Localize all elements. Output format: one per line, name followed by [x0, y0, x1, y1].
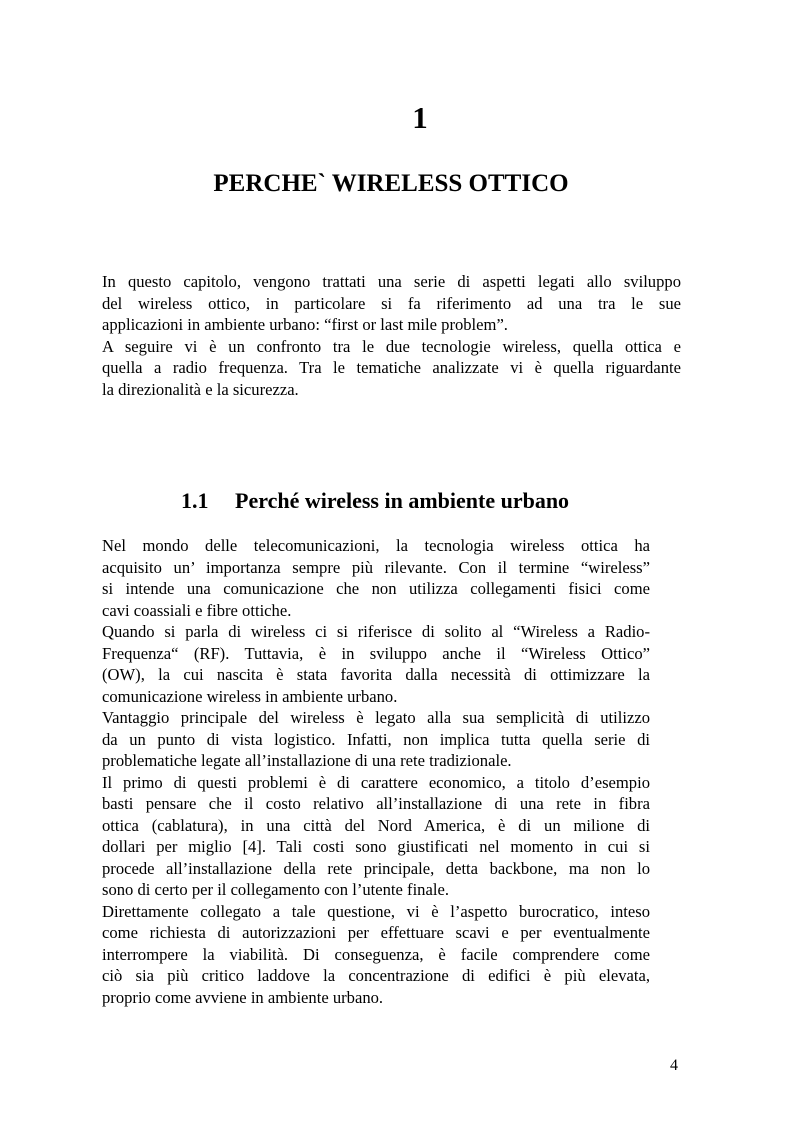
- intro-line: del wireless ottico, in particolare si fa riferimento ad una tra le sue: [102, 293, 681, 313]
- body-line: (OW), la cui nascita è stata favorita dalla necessità di ottimizzare la: [102, 665, 650, 684]
- body-line: acquisito un’ importanza sempre più rilevante. Con il termine “wireless”: [102, 557, 650, 577]
- body-line: dollari per miglio [4]. Tali costi sono giustificati nel momento in cui si: [102, 837, 650, 856]
- body-line: Frequenza“ (RF). Tuttavia, è in sviluppo anche il “Wireless Ottico”: [102, 643, 650, 663]
- body-line: Il primo di questi problemi è di carattere economico, a titolo d’esempio: [102, 772, 650, 792]
- intro-line: A seguire vi è un confronto tra le due tecnologie wireless, quella ottica e: [102, 336, 681, 356]
- body-line: Quando si parla di wireless ci si riferisce di solito al “Wireless a Radio-: [102, 622, 650, 641]
- body-line: basti pensare che il costo relativo all’installazione di una rete in fibra: [102, 794, 650, 813]
- body-line: ciò sia più critico laddove la concentrazione di edifici è più elevata,: [102, 966, 650, 985]
- page-number: 4: [670, 1057, 678, 1074]
- section-body: [102, 535, 650, 1008]
- section-heading: [181, 486, 569, 516]
- body-line: cavi coassiali e fibre ottiche.: [102, 600, 292, 620]
- body-line: comunicazione wireless in ambiente urbano.: [102, 686, 398, 706]
- body-line: come richiesta di autorizzazioni per effettuare scavi e per eventualmente: [102, 923, 650, 942]
- body-line: problematiche legate all’installazione di una rete tradizionale.: [102, 751, 512, 770]
- body-line: sono di certo per il collegamento con l’utente finale.: [102, 880, 449, 899]
- body-line: interrompere la viabilità. Di conseguenza, è facile comprendere come: [102, 944, 650, 964]
- body-line: Nel mondo delle telecomunicazioni, la tecnologia wireless ottica ha: [102, 536, 650, 555]
- body-line: si intende una comunicazione che non utilizza collegamenti fisici come: [102, 579, 650, 598]
- intro-paragraphs: [102, 271, 681, 400]
- section-title: Perché wireless in ambiente urbano: [235, 488, 570, 513]
- chapter-number: 1: [412, 100, 428, 135]
- chapter-title: PERCHE` WIRELESS OTTICO: [213, 170, 569, 197]
- body-line: da un punto di vista logistico. Infatti, non implica tutta quella serie di: [102, 729, 650, 749]
- body-line: Vantaggio principale del wireless è legato alla sua semplicità di utilizzo: [102, 708, 650, 727]
- intro-line: quella a radio frequenza. Tra le tematiche analizzate vi è quella riguardante: [102, 358, 681, 377]
- intro-line: la direzionalità e la sicurezza.: [102, 379, 299, 399]
- intro-line: In questo capitolo, vengono trattati una serie di aspetti legati allo sviluppo: [102, 272, 681, 291]
- intro-line: applicazioni in ambiente urbano: “first or last mile problem”.: [102, 315, 508, 334]
- body-line: ottica (cablatura), in una città del Nord America, è di un milione di: [102, 815, 650, 835]
- section-number: 1.1: [181, 488, 209, 513]
- body-line: Direttamente collegato a tale questione, vi è l’aspetto burocratico, inteso: [102, 901, 650, 921]
- body-line: proprio come avviene in ambiente urbano.: [102, 987, 384, 1007]
- body-line: procede all’installazione della rete principale, detta backbone, ma non lo: [102, 858, 650, 878]
